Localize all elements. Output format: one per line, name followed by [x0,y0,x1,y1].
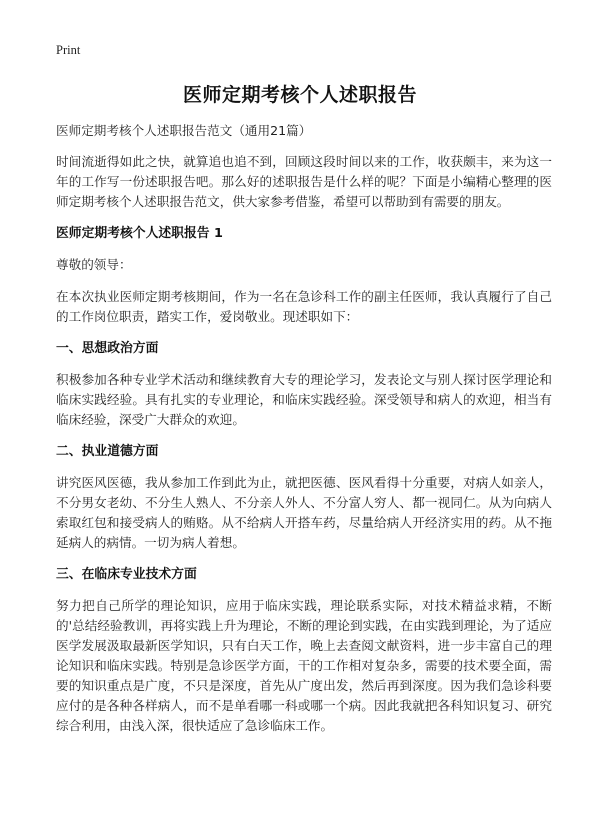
document-title: 医师定期考核个人述职报告 [182,84,417,106]
section-heading-politics: 一、思想政治方面 [56,341,159,356]
print-label[interactable]: Print [56,43,81,57]
section-body-politics: 积极参加各种专业学术活动和继续教育大专的理论学习，发表论文与别人探讨医学理论和临床实践经验。具有扎实的专业理论，和临床实践经验。深受领导和病人的欢迎，相当有临床经验，深受广大群众的欢迎。 [56,372,552,427]
section-heading-ethics: 二、执业道德方面 [56,444,159,459]
report-heading: 医师定期考核个人述职报告 1 [56,226,223,241]
section-body-ethics: 讲究医风医德，我从参加工作到此为止，就把医德、医风看得十分重要，对病人如亲人，不分男女老幼、不分生人熟人、不分亲人外人、不分富人穷人、都一视同仁。从为向病人索取红包和接受病人的贿赂。从不给病人开搭车药，尽量给病人开经济实用的药。从不拖延病人的病情。一切为病人着想。 [56,475,552,550]
document-body [56,121,552,736]
section-body-clinical: 努力把自己所学的理论知识，应用于临床实践，理论联系实际，对技术精益求精，不断的'总结经验教训，再将实践上升为理论，不断的理论到实践，在由实践到理论，为了适应医学发展汲取最新医学知识，只有白天工作，晚上去查阅文献资料，进一步丰富自己的理论知识和临床实践。特别是急诊医学方面，干的工作相对复杂多，需要的技术要全面，需要的知识重点是广度，不只是深度，首先从广度出发，然后再到深度。因为我们急诊科要应付的是各种各样病人，而不是单看哪一科或哪一个病。因此我就把各科知识复习、研究综合利用，由浅入深，很快适应了急诊临床工作。 [56,598,552,733]
salutation: 尊敬的领导： [56,257,132,272]
section-heading-clinical: 三、在临床专业技术方面 [56,567,197,582]
document-subtitle: 医师定期考核个人述职报告范文（通用21篇） [56,123,312,138]
intro-paragraph: 时间流逝得如此之快，就算追也追不到，回顾这段时间以来的工作，收获颇丰，来为这一年的工作写一份述职报告吧。那么好的述职报告是什么样的呢？下面是小编精心整理的医师定期考核个人述职报告范文，供大家参考借鉴，希望可以帮助到有需要的朋友。 [56,154,552,209]
opening-paragraph: 在本次执业医师定期考核期间，作为一名在急诊科工作的副主任医师，我认真履行了自己的工作岗位职责，踏实工作，爱岗敬业。现述职如下： [56,289,552,324]
